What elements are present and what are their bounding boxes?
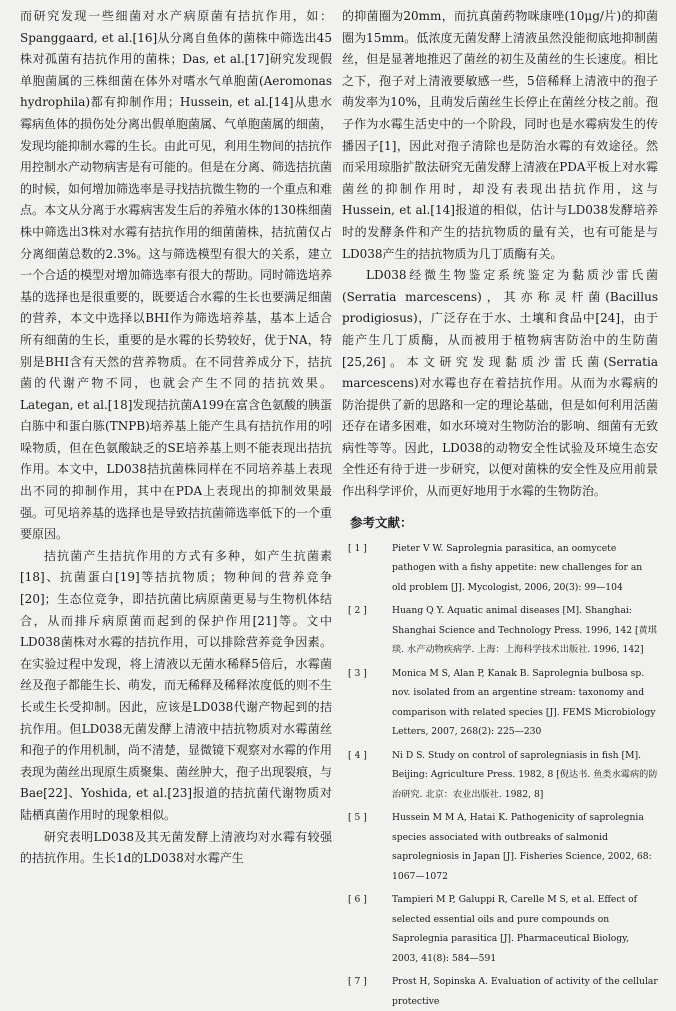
left-column [20, 6, 332, 938]
reference-text: Hussein M M A, Hatai K. Pathogenicity of saprolegnia species associated with outbreaks of salmonid saprolegniosis in Japan [J]. Fisheries Science, 2002, 68: 1067—1072 [392, 812, 652, 882]
reference-number: [ 4 ] [348, 749, 367, 761]
right-column [342, 6, 658, 1007]
reference-text: Pieter V W. Saprolegnia parasitica, an oomycete pathogen with a fishy appetite: new challenges for an old problem [J]. Mycologist, 2006, 20(3): 99—104 [392, 542, 643, 593]
reference-number: [ 2 ] [348, 605, 367, 617]
reference-item [342, 890, 658, 968]
body-paragraph: 研究表明LD038及其无菌发酵上清液均对水霉有较强的拮抗作用。生长1d的LD038对水霉产生 [20, 829, 332, 866]
reference-item [342, 808, 658, 886]
references-heading: 参考文献： [350, 514, 413, 530]
reference-item [342, 972, 658, 1011]
reference-text: Huang Q Y. Aquatic animal diseases [M]. Shanghai: Shanghai Science and Technology Press. 1996, 142 [黄琪琰. 水产动物疾病学. 上海：上海科学技术出版社. 1996, 142] [392, 605, 657, 656]
body-paragraph: LD038经微生物鉴定系统鉴定为黏质沙雷氏菌(Serratia marcescens)，其亦称灵杆菌(Bacillus prodigiosus)，广泛存在于水、土壤和食品中[24]，由于能产生几丁质酶，从而被用于植物病害防治中的生防菌[25,26]。本文研究发现黏质沙雷氏菌(Serratia marcescens)对水霉也存在着拮抗作用。从而为水霉病的防治提供了新的思路和一定的理论基础，但是如何利用活菌还存在诸多困难，如水环境对生物防治的影响、细菌有无致病性等等。因此，LD038的动物安全性试验及环境生态安全性还有待于进一步研究，以便对菌株的安全性及应用前景作出科学评价，从而更好地用于水霉的生物防治。 [342, 268, 658, 499]
reference-item [342, 746, 658, 805]
reference-number: [ 1 ] [348, 542, 367, 554]
reference-item [342, 664, 658, 742]
body-paragraph: 而研究发现一些细菌对水产病原菌有拮抗作用，如：Spanggaard, et al.[16]从分离自鱼体的菌株中筛选出45株对孤菌有拮抗作用的菌株；Das, et al.[17]研究发现假单胞菌属的三株细菌在体外对嗜水气单胞菌(Aeromonas hydrophila)都有抑制作用；Hussein, et al.[14]从患水霉病鱼体的损伤处分离出假单胞菌属、气单胞菌属的细菌，发现均能抑制水霉的生长。由此可见，利用生物间的拮抗作用控制水产动物病害是有可能的。但是在分离、筛选拮抗菌的时候，如何增加筛选率是寻找拮抗微生物的一个重点和难点。本文从分离于水霉病害发生后的养殖水体的130株细菌株中筛选出3株对水霉有拮抗作用的细菌菌株，拮抗菌仅占分离细菌总数的2.3%。这与筛选模型有很大的关系，建立一个合适的模型对增加筛选率有很大的帮助。同时筛选培养基的选择也是很重要的，既要适合水霉的生长也要满足细菌的营养，本文中选择以BHI作为筛选培养基，基本上适合所有细菌的生长，重要的是水霉的长势较好，优于NA，特别是BHI含有天然的营养物质。在不同营养成分下，拮抗菌的代谢产物不同，也就会产生不同的拮抗效果。Lategan, et al.[18]发现拮抗菌A199在富含色氨酸的胰蛋白胨中和蛋白胨(TNPB)培养基上能产生具有拮抗作用的吲哚物质，但在色氨酸缺乏的SE培养基上则不能表现出拮抗作用。本文中，LD038拮抗菌株同样在不同培养基上表现出不同的抑制作用，其中在PDA上表现出的抑制效果最强。可见培养基的选择也是导致拮抗菌筛选率低下的一个重要原因。 [20, 9, 333, 542]
reference-number: [ 3 ] [348, 667, 367, 679]
reference-text: Prost H, Sopinska A. Evaluation of activity of the cellular protective [392, 976, 658, 1007]
reference-text: Tampieri M P, Galuppi R, Carelle M S, et al. Effect of selected essential oils and pure compounds on Saprolegnia parasitica [J]. Pharmaceutical Biology, 2003, 41(8): 584—591 [392, 894, 638, 964]
reference-item [342, 539, 658, 598]
body-paragraph: 拮抗菌产生拮抗作用的方式有多种，如产生抗菌素[18]、抗菌蛋白[19]等拮抗物质；物种间的营养竞争[20]；生态位竞争，即拮抗菌比病原菌更易与生物机体结合，从而排斥病原菌而起到的保护作用[21]等。文中LD038菌株对水霉的拮抗作用，可以排除营养竞争因素。在实验过程中发现，将上清液以无菌水稀释5倍后，水霉菌丝及孢子都能生长、萌发，而无稀释及稀释浓度低的则不生长或生长受抑制。因此，应该是LD038代谢产物起到的拮抗作用。但LD038无菌发酵上清液中拮抗物质对水霉菌丝和孢子的作用机制，尚不清楚，显微镜下观察对水霉的作用表现为菌丝出现原生质聚集、菌丝肿大，孢子出现裂痕，与Bae[22]、Yoshida, et al.[23]报道的拮抗菌代谢物质对陆栖真菌作用时的现象相似。 [20, 548, 333, 822]
reference-text: Monica M S, Alan P, Kanak B. Saprolegnia bulbosa sp. nov. isolated from an argentine stream: taxonomy and comparison with related species [J]. FEMS Microbiology Letters, 2007, 268(2): 225—230 [392, 667, 656, 738]
reference-number: [ 5 ] [348, 812, 367, 824]
reference-number: [ 6 ] [348, 894, 367, 906]
reference-item [342, 601, 658, 660]
reference-text: Ni D S. Study on control of saprolegniasis in fish [M]. Beijing: Agriculture Press. 1982, 8 [倪达书. 鱼类水霉病的防治研究. 北京：农业出版社. 1982, 8] [392, 749, 658, 800]
reference-number: [ 7 ] [348, 976, 367, 988]
body-paragraph: 的抑菌圈为20mm，而抗真菌药物咪康唑(10μg/片)的抑菌圈为15mm。低浓度无菌发酵上清液虽然没能彻底地抑制菌丝，但是显著地推迟了菌丝的初生及菌丝的生长速度。相比之下，孢子对上清液要敏感一些，5倍稀释上清液中的孢子萌发率为10%，且萌发后菌丝生长停止在菌丝分枝之前。孢子作为水霉生活史中的一个阶段，同时也是水霉病发生的传播因子[1]，因此对孢子清除也是防治水霉的有效途径。然而采用琼脂扩散法研究无菌发酵上清液在PDA平板上对水霉菌丝的抑制作用时，却没有表现出拮抗作用，这与Hussein, et al.[14]报道的相似，估计与LD038发酵培养时的发酵条件和产生的拮抗物质的量有关，也有可能是与LD038产生的拮抗物质为几丁质酶有关。 [342, 9, 658, 261]
